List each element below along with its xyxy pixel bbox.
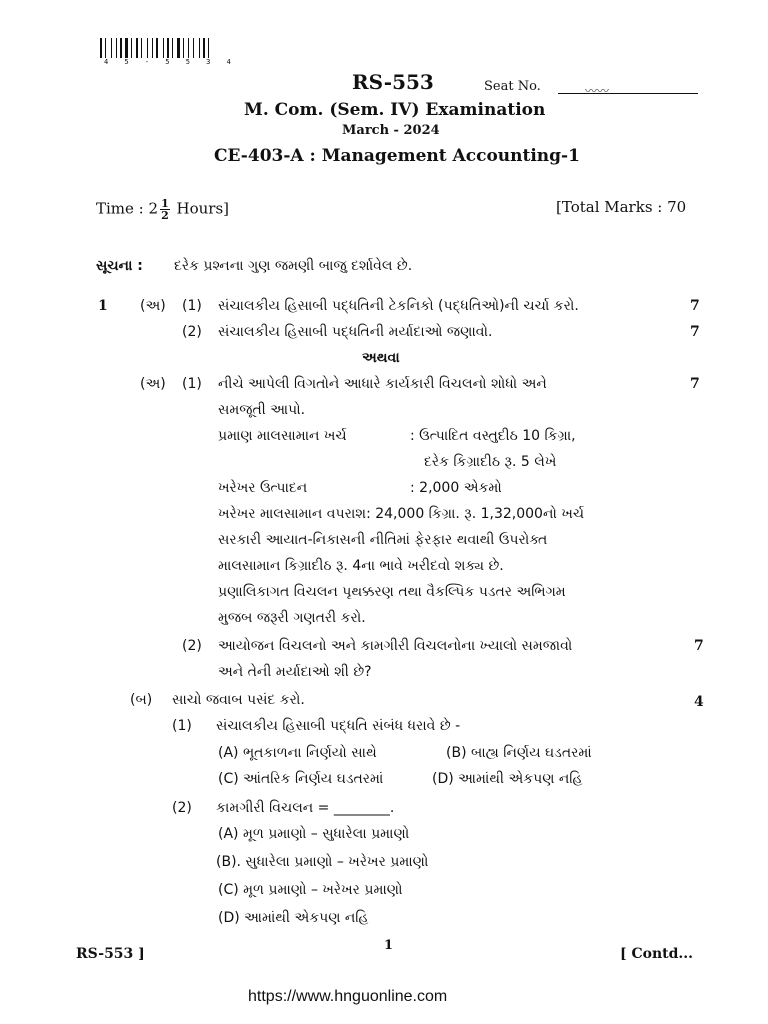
exam-month: March - 2024	[342, 123, 440, 138]
mcq-number: (2)	[172, 800, 192, 816]
question-text: સાચો જવાબ પસંદ કરો.	[172, 692, 305, 708]
mcq-option: (A) મૂળ પ્રમાણો – સુધારેલા પ્રમાણો	[218, 826, 410, 842]
time-prefix: Time :	[96, 199, 144, 218]
instruction-label: સૂચના :	[96, 258, 143, 274]
question-text: મુજબ જરૂરી ગણતરી કરો.	[218, 610, 366, 626]
instruction-text: દરેક પ્રશ્નના ગુણ જમણી બાજુ દર્શાવેલ છે.	[174, 258, 413, 274]
question-mark: 4	[694, 694, 704, 710]
section-a: (અ)	[140, 376, 166, 392]
exam-title: M. Com. (Sem. IV) Examination	[244, 100, 546, 120]
time-suffix: Hours]	[176, 199, 229, 218]
question-text: સંચાલકીય હિસાબી પદ્ધતિની મર્યાદાઓ જણાવો.	[218, 324, 493, 340]
time-fraction: $\frac{1}{2}$	[161, 197, 169, 222]
time-whole: 2	[148, 199, 159, 218]
data-label: પ્રમાણ માલસામાન ખર્ચ	[218, 428, 347, 444]
mcq-option: (B). સુધારેલા પ્રમાણો – ખરેખર પ્રમાણો	[216, 854, 429, 870]
page-number: 1	[384, 938, 394, 953]
sub-number: (2)	[182, 324, 202, 340]
mcq-option: (D) આમાંથી એકપણ નહિ	[432, 771, 583, 787]
data-value: : ઉત્પાદિત વસ્તુદીઠ 10 કિગ્રા,	[410, 428, 576, 444]
mcq-question: કામગીરી વિચલન = ________.	[216, 800, 395, 816]
mcq-option: (C) આંતરિક નિર્ણય ઘડતરમાં	[218, 771, 384, 787]
question-text: માલસામાન કિગ્રાદીઠ રૂ. 4ના ભાવે ખરીદવો શક્ય છે.	[218, 558, 504, 574]
question-text: સમજૂતી આપો.	[218, 402, 306, 418]
seat-label: Seat No.	[484, 79, 541, 94]
question-text: સરકારી આયાત-નિકાસની નીતિમાં ફેરફાર થવાથી ઉપરોક્ત	[218, 532, 548, 548]
question-mark: 7	[690, 324, 700, 340]
data-value: : 2,000 એકમો	[410, 480, 502, 496]
question-text: આયોજન વિચલનો અને કામગીરી વિચલનોના ખ્યાલો સમજાવો	[218, 638, 573, 654]
question-mark: 7	[690, 298, 700, 314]
data-value: દરેક કિગ્રાદીઠ રૂ. 5 લેખે	[424, 454, 557, 470]
section-b: (બ)	[130, 692, 153, 708]
question-mark: 7	[694, 638, 704, 654]
mcq-option: (D) આમાંથી એકપણ નહિ	[218, 910, 369, 926]
mcq-option: (B) બાહ્ય નિર્ણય ઘડતરમાં	[446, 745, 592, 761]
barcode-digits: 4 5 - 5 5 3 4	[104, 58, 237, 66]
seat-number-line	[558, 93, 698, 94]
question-text: સંચાલકીય હિસાબી પદ્ધતિની ટેકનિકો (પદ્ધતિઓ)ની ચર્ચા કરો.	[218, 298, 579, 314]
data-label: ખરેખર ઉત્પાદન	[218, 480, 308, 496]
section-a: (અ)	[140, 298, 166, 314]
sub-number: (1)	[182, 376, 202, 392]
subject-title: CE-403-A : Management Accounting-1	[214, 146, 580, 166]
source-url: https://www.hnguonline.com	[248, 988, 448, 1005]
time-duration	[96, 198, 229, 221]
footer-paper-code: RS-553 ]	[76, 946, 145, 962]
mcq-option: (A) ભૂતકાળના નિર્ણયો સાથે	[218, 745, 377, 761]
seat-mark: 〰〰	[585, 84, 610, 98]
sub-number: (2)	[182, 638, 202, 654]
question-text: ખરેખર માલસામાન વપરાશ: 24,000 કિગ્રા. રૂ. 1,32,000નો ખર્ચ	[218, 506, 585, 522]
continued-label: [ Contd...	[620, 946, 694, 962]
mcq-option: (C) મૂળ પ્રમાણો – ખરેખર પ્રમાણો	[218, 882, 403, 898]
question-text: નીચે આપેલી વિગતોને આધારે કાર્યકારી વિચલનો શોધો અને	[218, 376, 547, 392]
question-text: પ્રણાલિકાગત વિચલન પૃથક્કરણ તથા વૈકલ્પિક પડતર અભિગમ	[218, 584, 566, 600]
question-text: અને તેની મર્યાદાઓ શી છે?	[218, 664, 372, 680]
question-number: 1	[98, 298, 108, 314]
or-separator: અથવા	[362, 350, 400, 366]
total-marks: [Total Marks : 70	[556, 198, 687, 216]
sub-number: (1)	[182, 298, 202, 314]
mcq-number: (1)	[172, 718, 192, 734]
barcode	[100, 38, 270, 58]
mcq-question: સંચાલકીય હિસાબી પદ્ધતિ સંબંધ ધરાવે છે -	[216, 718, 461, 734]
paper-code: RS-553	[352, 70, 434, 94]
question-mark: 7	[690, 376, 700, 392]
